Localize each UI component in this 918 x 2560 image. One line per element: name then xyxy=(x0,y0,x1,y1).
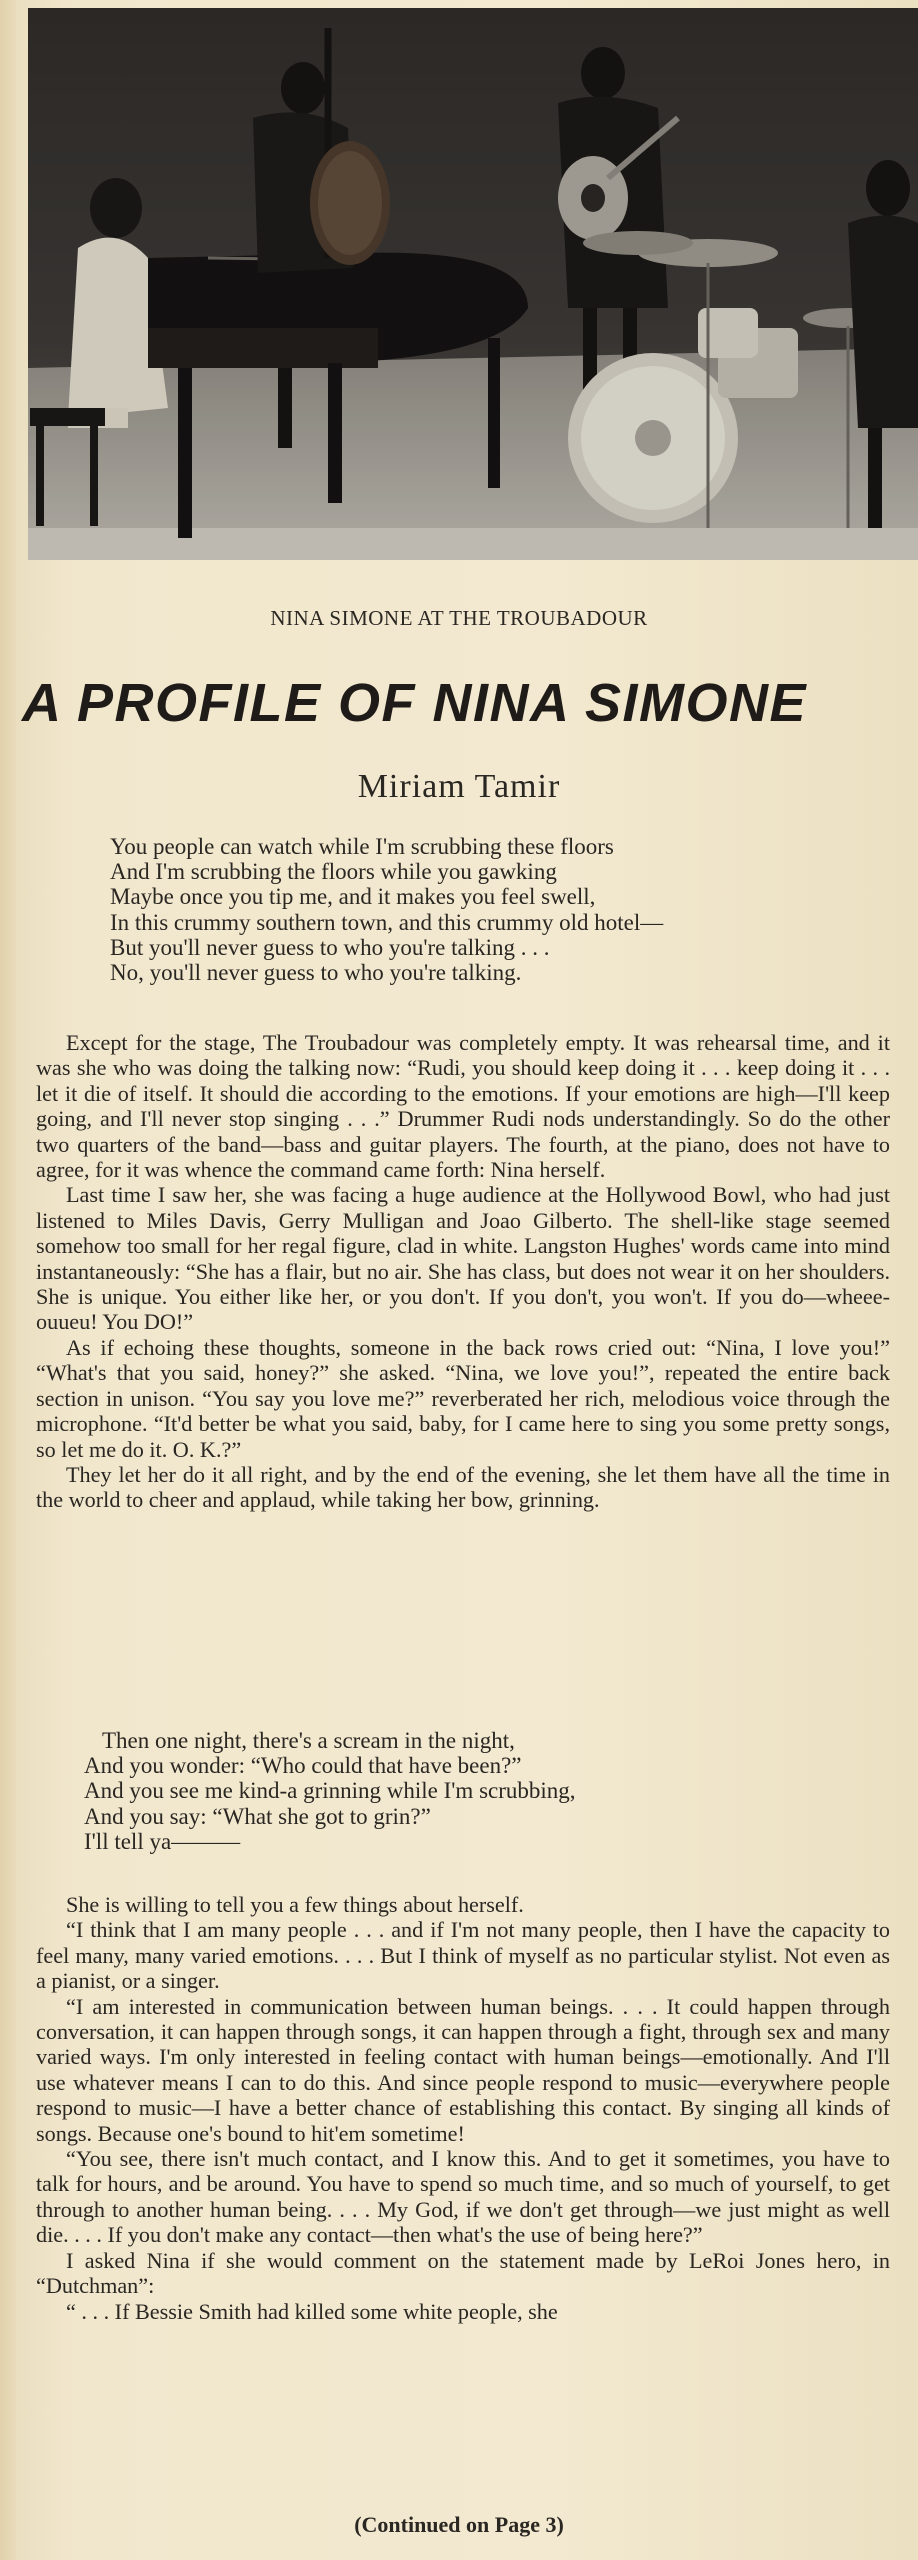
verse-line: And I'm scrubbing the floors while you gawking xyxy=(110,859,557,885)
paragraph: As if echoing these thoughts, someone in the back rows cried out: “Nina, I love you!” “What's that you said, honey?” she asked. “Nina, we love you!”, repeated the entire back section in unison. “You say you love me?” reverberated her rich, melodious voice through the microphone. “It'd better be what you said, baby, for I came here to sing you some pretty songs, so let me do it. O. K.?” xyxy=(36,1334,890,1462)
paragraph: Except for the stage, The Troubadour was completely empty. It was rehearsal time, and it was she who was doing the talking now: “Rudi, you should keep doing it . . . keep doing it . . . let it die of itself. It should die according to the emotions. If your emotions are high—I'll keep going, and I'll never stop singing . . .” Drummer Rudi nods understandingly. So do the other two quarters of the band—bass and guitar players. The fourth, at the piano, does not have to agree, for it was whence the command came forth: Nina herself. xyxy=(36,1030,890,1183)
lyric-verse-2 xyxy=(84,1728,576,1854)
photo-illustration xyxy=(28,8,918,560)
verse-line: And you see me kind-a grinning while I'm scrubbing, xyxy=(84,1778,576,1804)
article-byline: Miriam Tamir xyxy=(357,768,561,805)
paragraph: Last time I saw her, she was facing a huge audience at the Hollywood Bowl, who had just listened to Miles Davis, Gerry Mulligan and Joao Gilberto. The shell-like stage seemed somehow too small for her regal figure, clad in white. Langston Hughes' words came into mind instantaneously: “She has a flair, but no air. She has class, but does not wear it on her shoulders. She is unique. You either like her, or you don't. If you don't, you won't. If you do—wheee-ouueu! You DO!” xyxy=(36,1182,890,1335)
verse-line: And you say: “What she got to grin?” xyxy=(84,1803,431,1829)
concert-photo xyxy=(28,8,918,560)
verse-line: But you'll never guess to who you're talking . . . xyxy=(110,934,550,960)
paragraph: I asked Nina if she would comment on the statement made by LeRoi Jones hero, in “Dutchman”: xyxy=(36,2247,890,2299)
verse-line: In this crummy southern town, and this crummy old hotel— xyxy=(110,909,664,935)
paragraph: She is willing to tell you a few things about herself. xyxy=(66,1892,524,1917)
continued-notice: (Continued on Page 3) xyxy=(354,2512,564,2537)
verse-line: And you wonder: “Who could that have been?” xyxy=(84,1753,522,1779)
paragraph: “I am interested in communication between human beings. . . . It could happen through conversation, it can happen through songs, it can happen through a fight, through sex and many varied ways. I'm only interested in feeling contact with human beings—emotionally. And I'll use whatever means I can to do this. And since people respond to music—everywhere people respond to music—I have a better chance of establishing this contact. By singing all kinds of songs. Because one's bound to hit'em sometime! xyxy=(36,1993,890,2146)
verse-line: Maybe once you tip me, and it makes you feel swell, xyxy=(110,884,596,910)
verse-line: You people can watch while I'm scrubbing these floors xyxy=(110,834,614,859)
article-body-section-2 xyxy=(36,1892,890,2324)
paragraph: “You see, there isn't much contact, and I know this. And to get it sometimes, you have to talk for hours, and be around. You have to spend so much time, and so much of yourself, to get through to another human being. . . . My God, if we don't get through—we just might as well die. . . . If you don't make any contact—then what's the use of being here?” xyxy=(36,2146,890,2248)
article-body-section-1 xyxy=(36,1030,890,1513)
photo-caption: NINA SIMONE AT THE TROUBADOUR xyxy=(270,606,648,630)
article-headline: A PROFILE OF NINA SIMONE xyxy=(22,673,808,733)
lyric-verse-1 xyxy=(110,834,663,985)
page-edge xyxy=(0,0,16,2560)
paragraph: “I think that I am many people . . . and if I'm not many people, then I have the capacity to feel many, many varied emotions. . . . But I think of myself as no particular stylist. Not even as a pianist, or a singer. xyxy=(36,1917,890,1994)
verse-line: No, you'll never guess to who you're talking. xyxy=(110,960,522,986)
verse-line: Then one night, there's a scream in the night, xyxy=(102,1728,515,1753)
paragraph: They let her do it all right, and by the end of the evening, she let them have all the time in the world to cheer and applaud, while taking her bow, grinning. xyxy=(36,1461,890,1513)
paragraph: “ . . . If Bessie Smith had killed some white people, she xyxy=(66,2298,558,2324)
verse-line: I'll tell ya——— xyxy=(84,1828,241,1854)
